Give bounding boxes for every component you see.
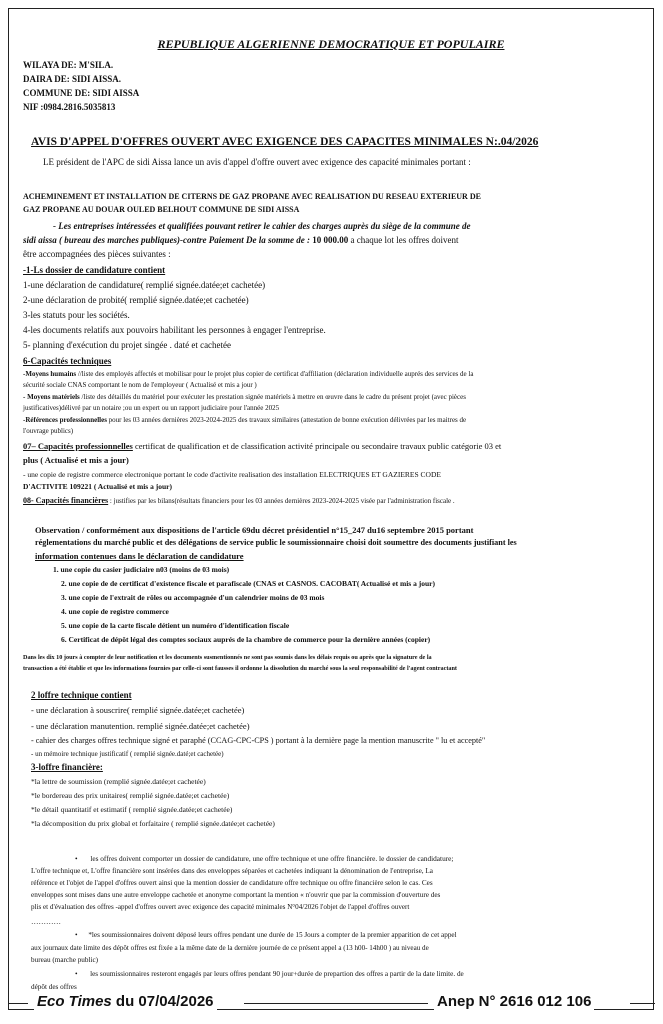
offre-technique-item: - une déclaration manutention. remplié signée.datée;et cachetée) [31,721,250,731]
p1-line-2: L'offre technique et, L'offre financière sont insérées dans des enveloppes séparées et cachetées indiquant la dénomination de l'entreprise, La [31,867,433,875]
p3-line-2: dépôt des offres [31,983,77,991]
nif-line: NIF :0984.2816.5035813 [23,102,116,112]
observation-item: 3. une copie de l'extrait de rôles ou accompagnée d'un calendrier moins de 03 mois [61,593,325,602]
retrait-line-2: sidi aissa ( bureau des marches publiques)-contre Paiement De la somme de : 10 000.00 a chaque lot les offres doivent [23,235,459,245]
observation-item: 5. une copie de la carte fiscale détient un numéro d'identification fiscale [61,621,290,630]
footer-rule [630,1003,655,1004]
footer [8,991,655,1017]
dossier-item: 4-les documents relatifs aux pouvoirs habilitant les personnes à engager l'entreprise. [23,325,326,335]
p2-line-3: bureau (marche public) [31,956,99,964]
avis-title: AVIS D'APPEL D'OFFRES OUVERT AVEC EXIGENCE DES CAPACITES MINIMALES N:.04/2026 [31,136,539,148]
dix-jours-line-1: Dans les dix 10 jours à compter de leur notification et les documents susmentionnés ne sont pas soumis dans les délais requis ou après que la signature de la [23,654,432,661]
wilaya-line: WILAYA DE: M'SILA. [23,60,114,70]
p1-line-3: référence et l'objet de l'appel d'offres ouvert ainsi que la mention dossier de candidature offre technique ou offre financière selon le cas. Ces [31,879,433,887]
offre-financiere-item: *le détail quantitatif et estimatif ( remplié signée.datée;et cachetée) [31,805,233,814]
observation-line-1: Observation / conformément aux dispositions de l'article 69du décret présidentiel n°15_247 du16 septembre 2015 portant [35,525,474,535]
moyens-humains-line-2: sécurité sociale CNAS comportant le nom de l'employeur ( Actualisé et mis a jour ) [23,381,257,389]
p1-line-5: plis et d'évaluation des offres -appel d'offres ouvert avec exigence des capacité minimales N°04/2026 l'objet de l'appel d'offres ouvert [31,903,410,911]
document-page [8,8,654,1010]
offre-technique-heading: 2 loffre technique contient [31,690,132,700]
references-line-1: -Références professionnelles pour les 03 années dernières 2023-2024-2025 des travaux similaires (attestation de bonne exécution délivrées par les maitres de [23,416,467,424]
footer-rule [244,1003,428,1004]
capacites-pro-line-4: D'ACTIVITE 109221 ( Actualisé et mis a jour) [23,482,172,491]
dossier-item: 5- planning d'exécution du projet singée . daté et cachetée [23,340,232,350]
bullet-icon: • [75,931,89,939]
observation-item: 1. une copie du casier judiciaire n03 (moins de 03 mois) [53,565,230,574]
bullet-icon: • [75,970,91,978]
footer-rule [8,1003,28,1004]
dossier-item: 1-une déclaration de candidature( remplié signée.datée;et cachetée) [23,280,266,290]
observation-line-2: réglementations du marché public et des délégations de service public le soumissionnaire choisi doit soumettre des documents justifiant les [35,538,517,547]
offre-financiere-item: *la lettre de soumission (remplié signée.datée;et cachetée) [31,777,206,786]
observation-item: 2. une copie de de certificat d'existence fiscale et parafiscale (CNAS et CASNOS. CACOBAT( Actualisé et mis a jour) [61,579,435,588]
moyens-materiels-line-2: justificatives)délivré par un notaire ;ou un expert ou un rapport judiciaire pour l'année 2025 [23,404,280,412]
daira-line: DAIRA DE: SIDI AISSA. [23,74,122,84]
observation-item: 6. Certificat de dépôt légal des comptes sociaux auprés de la chambre de commerce pour la dernière années (copier) [61,635,431,644]
bullet-icon: • [75,854,91,863]
dossier-item: 2-une déclaration de probité( remplié signée.datée;et cachetée) [23,295,249,305]
capacites-financieres: 08- Capacités financières : justifies par les bilans(résultats financiers pour les 03 années dernières 2023-2024-2025 visée par l'administration fiscale . [23,496,455,505]
commune-line: COMMUNE DE: SIDI AISSA [23,88,140,98]
observation-item: 4. une copie de registre commerce [61,607,169,616]
references-line-2: l'ouvrage publics) [23,427,74,435]
dots-line: ………… [31,917,61,926]
offre-financiere-item: *le bordereau des prix unitaires( remplié signée.datée;et cachetée) [31,791,230,800]
capacites-pro-line-1: 07– Capacités professionnelles certificat de qualification et de classification activité principale ou secondaire travaux public catégorie 03 et [23,441,502,451]
offre-financiere-item: *la décomposition du prix global et forfaitaire ( remplié signée.datée;et cachetée) [31,819,275,828]
newspaper-name: Eco Times [37,993,112,1010]
payment-amount: 10 000.00 [312,235,349,245]
footer-publication [34,993,217,1010]
publication-date: du 07/04/2026 [111,993,214,1010]
retrait-line-1: - Les entreprises intéressées et qualifiées pouvant retirer le cahier des charges auprès du siège de la commune de [53,221,471,231]
capacites-pro-line-3: - une copie de registre commerce electronique portant le code d'activite realisation des installation ELECTRIQUES ET GAZIERES CODE [23,470,441,479]
object-line-1: ACHEMINEMENT ET INSTALLATION DE CITERNS DE GAZ PROPANE AVEC REALISATION DU RESEAU EXTERIEUR DE [23,192,481,201]
moyens-humains-line-1: -Moyens humains //liste des employés affectés et mobilisar pour le projet plus copier de certificat d'affiliation (déclaration individuelle auprés des services de la [23,370,474,378]
offre-technique-item: - cahier des charges offres technique signé et paraphé (CCAG-CPC-CPS ) portant à la dernière page la mention manuscrite " lu et accepté" [31,736,486,745]
republic-heading: REPUBLIQUE ALGERIENNE DEMOCRATIQUE ET POPULAIRE [157,37,505,51]
p2-line-1: • *les soumissionnaires doivent déposé leurs offres pendant une durée de 15 Jours a compter de la premier apparition de cet appel [75,931,457,939]
observation-line-3: information contenues dans le déclaration de candidature [35,551,244,561]
intro-text: LE président de l'APC de sidi Aissa lance un avis d'appel d'offre ouvert avec exigence des capacité minimales portant : [43,157,471,167]
p1-line-4: enveloppes sont mises dans une autre enveloppe cachetée et anonyme comportant la mention « n'ouvrir que par la commission d'ouverture des [31,891,441,899]
offre-technique-item: - une déclaration à souscrire( remplié signée.datée;et cachetée) [31,705,245,715]
anep-number: Anep N° 2616 012 106 [434,993,594,1010]
retrait-line-3: être accompagnées des pièces suivantes : [23,249,171,259]
offre-technique-item: - un mémoire technique justificatif ( remplié signée.daté;et cachetée) [31,750,224,758]
p2-line-2: aux journaux date limite des dépôt offres est fixée a la même date de la dernière journée de ce présent appel a (13 h00- 14h00 ) au niveau de [31,944,429,952]
object-line-2: GAZ PROPANE AU DOUAR OULED BELHOUT COMMUNE DE SIDI AISSA [23,205,300,214]
dix-jours-line-2: transaction a été établie et que les informations fournies par celle-ci sont fausses il ordonne la dissolution du marché sous la seul responsabilité de l'agent contractant [23,665,457,672]
offre-financiere-heading: 3-loffre financière: [31,762,103,772]
capacites-heading: 6-Capacités techniques [23,356,112,366]
dossier-heading: -1-Ls dossier de candidature contient [23,265,166,275]
p3-line-1: • les soumissionnaires resteront engagés par leurs offres pendant 90 jour+durée de prepartion des offres a partir de la date limite. de [75,970,464,978]
dossier-item: 3-les statuts pour les sociétés. [23,310,130,320]
moyens-materiels-line-1: - Moyens matériels /liste des détaillés du matériel pour exécuter les prestation signée matériels à mettre en œuvre dans le cadre du présent projet (avec pièces [23,393,466,401]
capacites-pro-line-2: plus ( Actualisé et mis a jour) [23,455,129,465]
p1-line-1: • les offres doivent comporter un dossier de candidature, une offre technique et une offre financière. le dossier de candidature; [75,854,454,863]
